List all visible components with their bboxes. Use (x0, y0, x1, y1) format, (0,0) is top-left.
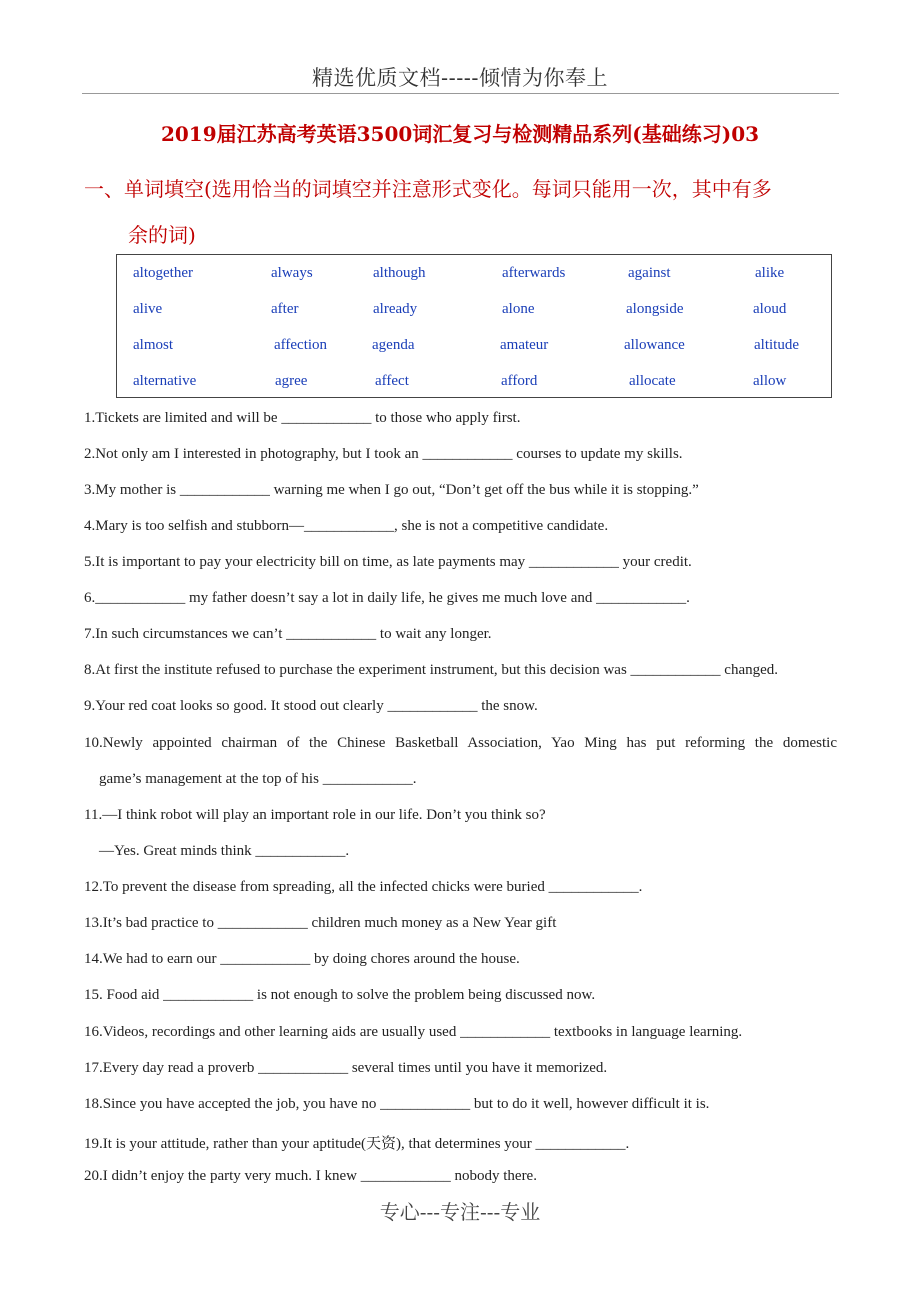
word-bank-item: agenda (372, 337, 415, 353)
page-footer: 专心---专注---专业 (379, 1200, 541, 1224)
question-12: 12.To prevent the disease from spreading, all the infected chicks were buried ____________. (84, 879, 643, 895)
question-2: 2.Not only am I interested in photography, but I took an ____________ courses to update my skills. (84, 446, 683, 462)
word-bank-item: always (271, 265, 313, 281)
word-bank-item: affection (274, 337, 328, 353)
question-4: 4.Mary is too selfish and stubborn—____________, she is not a competitive candidate. (84, 518, 609, 534)
question-5: 5.It is important to pay your electricity bill on time, as late payments may ____________ your credit. (84, 554, 692, 570)
word-bank-item: although (373, 265, 426, 281)
question-19: 19.It is your attitude, rather than your aptitude(天资), that determines your ____________. (84, 1136, 630, 1152)
section-heading-line-2: 余的词) (128, 223, 196, 247)
header-divider (82, 93, 839, 94)
word-bank-item: alternative (133, 373, 197, 389)
question-13: 13.It’s bad practice to ____________ children much money as a New Year gift (84, 915, 557, 931)
word-bank-item: afford (501, 373, 538, 389)
word-bank-item: altitude (754, 337, 799, 353)
question-6: 6.____________ my father doesn’t say a lot in daily life, he gives me much love and ____________. (84, 590, 690, 606)
word-bank-item: afterwards (502, 265, 566, 281)
page-header: 精选优质文档-----倾情为你奉上 (312, 66, 608, 90)
word-bank-item: amateur (500, 337, 549, 353)
word-bank-item: affect (375, 373, 409, 389)
word-bank-item: agree (275, 373, 308, 389)
word-bank-item: almost (133, 337, 173, 353)
question-3: 3.My mother is ____________ warning me when I go out, “Don’t get off the bus while it is stopping.” (84, 482, 699, 498)
section-heading (84, 166, 844, 258)
word-bank-box (116, 254, 832, 398)
question-17: 17.Every day read a proverb ____________ several times until you have it memorized. (84, 1060, 608, 1076)
word-bank-item: after (271, 301, 299, 317)
question-10-continued: game’s management at the top of his ____________. (99, 771, 417, 787)
question-20: 20.I didn’t enjoy the party very much. I knew ____________ nobody there. (84, 1168, 537, 1184)
word-bank-item: allowance (624, 337, 685, 353)
word-bank-item: aloud (753, 301, 787, 317)
question-11: 11.—I think robot will play an important role in our life. Don’t you think so? (84, 807, 546, 823)
question-16: 16.Videos, recordings and other learning aids are usually used ____________ textbooks in language learning. (84, 1024, 743, 1040)
section-heading-line-1: 一、单词填空(选用恰当的词填空并注意形式变化。每词只能用一次，其中有多 (84, 177, 772, 201)
question-15: 15. Food aid ____________ is not enough to solve the problem being discussed now. (84, 987, 596, 1003)
word-bank-item: already (373, 301, 418, 317)
document-title: 2019届江苏高考英语3500词汇复习与检测精品系列(基础练习)03 (160, 122, 760, 146)
question-10: 10.Newly appointed chairman of the Chinese Basketball Association, Yao Ming has put reforming the domestic (84, 735, 837, 751)
question-1: 1.Tickets are limited and will be ____________ to those who apply first. (84, 410, 521, 426)
word-bank-item: alive (133, 301, 163, 317)
question-18: 18.Since you have accepted the job, you have no ____________ but to do it well, however difficult it is. (84, 1096, 710, 1112)
word-bank-item: against (628, 265, 671, 281)
word-bank-item: allow (753, 373, 787, 389)
word-bank-item: alongside (626, 301, 684, 317)
question-14: 14.We had to earn our ____________ by doing chores around the house. (84, 951, 520, 967)
question-9: 9.Your red coat looks so good. It stood out clearly ____________ the snow. (84, 698, 538, 714)
question-11-reply: —Yes. Great minds think ____________. (99, 843, 350, 859)
question-8: 8.At first the institute refused to purchase the experiment instrument, but this decision was ____________ changed. (84, 662, 779, 678)
word-bank-item: altogether (133, 265, 193, 281)
word-bank-item: allocate (629, 373, 676, 389)
word-bank-item: alike (755, 265, 785, 281)
word-bank-item: alone (502, 301, 535, 317)
question-7: 7.In such circumstances we can’t ____________ to wait any longer. (84, 626, 492, 642)
